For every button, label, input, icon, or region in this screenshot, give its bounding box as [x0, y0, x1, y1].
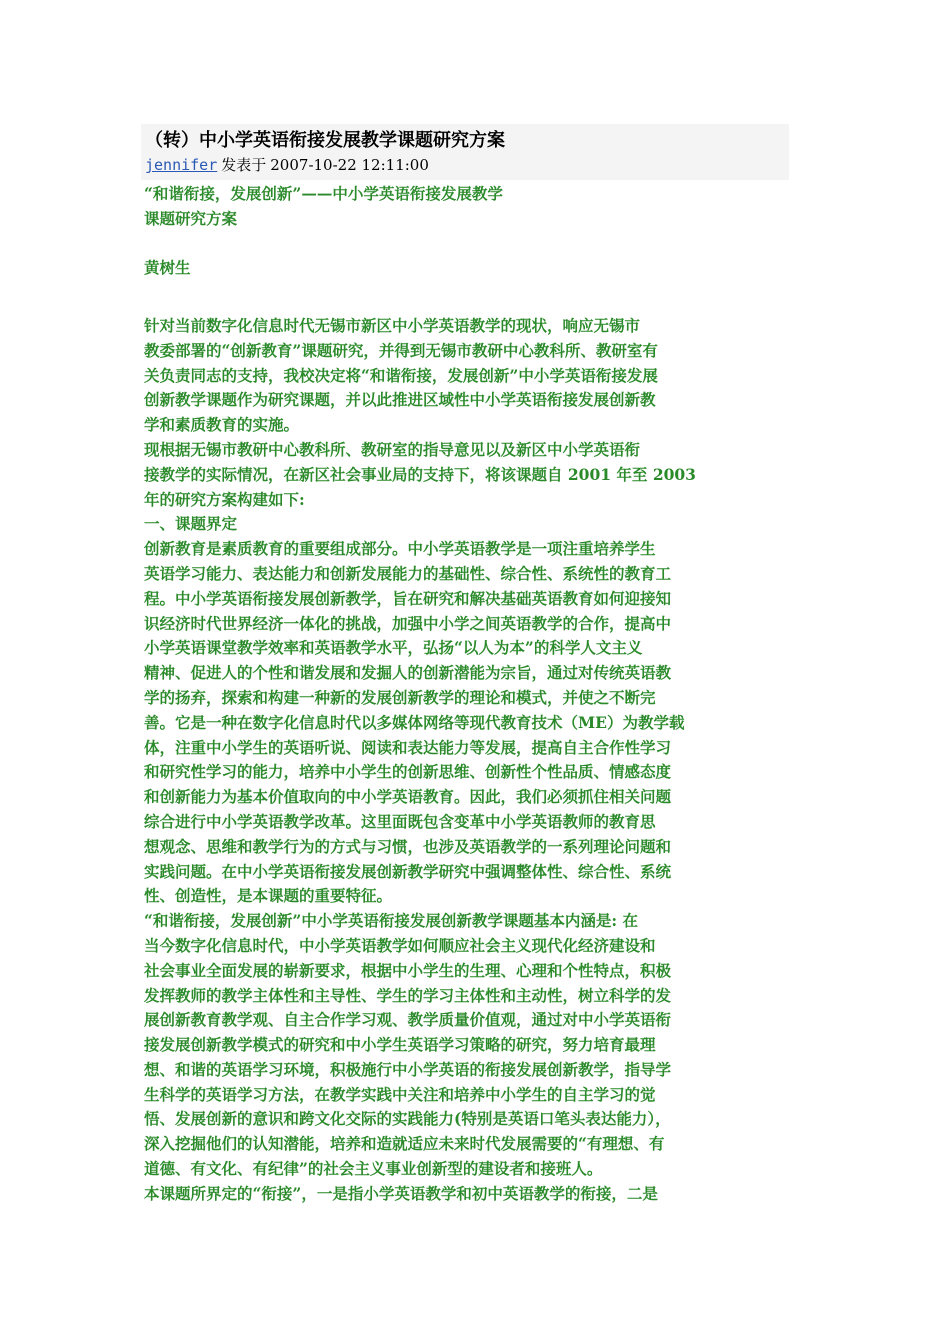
article-heading-line2: 课题研究方案 — [144, 208, 238, 228]
article-line: 一、课题界定 — [144, 514, 238, 534]
article-line: 年的研究方案构建如下: — [144, 489, 305, 509]
article-line: 发挥教师的教学主体性和主导性、学生的学习主体性和主动性，树立科学的发 — [144, 985, 672, 1005]
post-date: 2007-10-22 12:11:00 — [270, 156, 429, 174]
article-line: 小学英语课堂教学效率和英语教学水平，弘扬“以人为本”的科学人文主义 — [144, 638, 643, 658]
article-line: 综合进行中小学英语教学改革。这里面既包含变革中小学英语教师的教育思 — [144, 811, 656, 831]
article-heading-line1: “和谐衔接，发展创新”——中小学英语衔接发展教学 — [144, 184, 503, 203]
article-line: 关负责同志的支持，我校决定将“和谐衔接，发展创新”中小学英语衔接发展 — [144, 365, 658, 385]
article-line: 识经济时代世界经济一体化的挑战，加强中小学之间英语教学的合作，提高中 — [144, 613, 672, 633]
article-line: 教委部署的“创新教育”课题研究，并得到无锡市教研中心教科所、教研室有 — [144, 340, 658, 360]
article-line: 针对当前数字化信息时代无锡市新区中小学英语教学的现状，响应无锡市 — [144, 315, 641, 335]
article-line: 英语学习能力、表达能力和创新发展能力的基础性、综合性、系统性的教育工 — [144, 563, 672, 583]
article-line: 性、创造性，是本课题的重要特征。 — [144, 886, 393, 906]
author-link[interactable]: jennifer — [145, 156, 218, 174]
spacer — [144, 232, 790, 257]
article-line: 和创新能力为基本价值取向的中小学英语教育。因此，我们必须抓住相关问题 — [144, 787, 672, 807]
article-body — [144, 182, 790, 1207]
article-line: 生科学的英语学习方法，在教学实践中关注和培养中小学生的自主学习的觉 — [144, 1084, 656, 1104]
article-line: 学和素质教育的实施。 — [144, 415, 300, 435]
article-line: 接发展创新教学模式的研究和中小学生英语学习策略的研究，努力培育最理 — [144, 1035, 656, 1055]
article-line: “和谐衔接，发展创新”中小学英语衔接发展创新教学课题基本内涵是: 在 — [144, 911, 638, 931]
article-line: 学的扬弃，探索和构建一种新的发展创新教学的理论和模式，并使之不断完 — [144, 687, 656, 707]
article-line: 社会事业全面发展的崭新要求，根据中小学生的生理、心理和个性特点，积极 — [144, 960, 672, 980]
article-line: 创新教育是素质教育的重要组成部分。中小学英语教学是一项注重培养学生 — [144, 539, 656, 559]
article-line: 和研究性学习的能力，培养中小学生的创新思维、创新性个性品质、情感态度 — [144, 762, 672, 782]
article-line: 现根据无锡市教研中心教科所、教研室的指导意见以及新区中小学英语衔 — [144, 439, 641, 459]
article-line: 善。它是一种在数字化信息时代以多媒体网络等现代教育技术（ME）为教学载 — [144, 712, 685, 732]
article-line: 程。中小学英语衔接发展创新教学，旨在研究和解决基础英语教育如何迎接知 — [144, 588, 672, 608]
article-line: 悟、发展创新的意识和跨文化交际的实践能力(特别是英语口笔头表达能力）， — [144, 1109, 671, 1129]
article-line: 深入挖掘他们的认知潜能，培养和造就适应未来时代发展需要的“有理想、有 — [144, 1134, 665, 1154]
article-line: 接教学的实际情况，在新区社会事业局的支持下，将该课题自 2001 年至 2003 — [144, 464, 696, 484]
article-line: 道德、有文化、有纪律”的社会主义事业创新型的建设者和接班人。 — [144, 1159, 603, 1179]
post-title: （转）中小学英语衔接发展教学课题研究方案 — [145, 130, 505, 151]
posted-label: 发表于 — [221, 156, 267, 174]
article-line: 体，注重中小学生的英语听说、阅读和表达能力等发展，提高自主合作性学习 — [144, 737, 672, 757]
post-header — [141, 124, 789, 180]
article-line: 当今数字化信息时代，中小学英语教学如何顺应社会主义现代化经济建设和 — [144, 935, 656, 955]
article-line: 想、和谐的英语学习环境，积极施行中小学英语的衔接发展创新教学，指导学 — [144, 1059, 672, 1079]
article-line: 本课题所界定的“衔接”，一是指小学英语教学和初中英语教学的衔接，二是 — [144, 1183, 658, 1203]
article-line: 实践问题。在中小学英语衔接发展创新教学研究中强调整体性、综合性、系统 — [144, 861, 672, 881]
article-line: 创新教学课题作为研究课题，并以此推进区域性中小学英语衔接发展创新教 — [144, 390, 656, 410]
article-line: 精神、促进人的个性和谐发展和发掘人的创新潜能为宗旨，通过对传统英语教 — [144, 663, 672, 683]
article-line: 展创新教育教学观、自主合作学习观、教学质量价值观，通过对中小学英语衔 — [144, 1010, 672, 1030]
article-author-name: 黄树生 — [144, 258, 191, 278]
spacer — [144, 281, 790, 306]
article-line: 想观念、思维和教学行为的方式与习惯，也涉及英语教学的一系列理论问题和 — [144, 836, 672, 856]
post-byline — [145, 154, 429, 176]
